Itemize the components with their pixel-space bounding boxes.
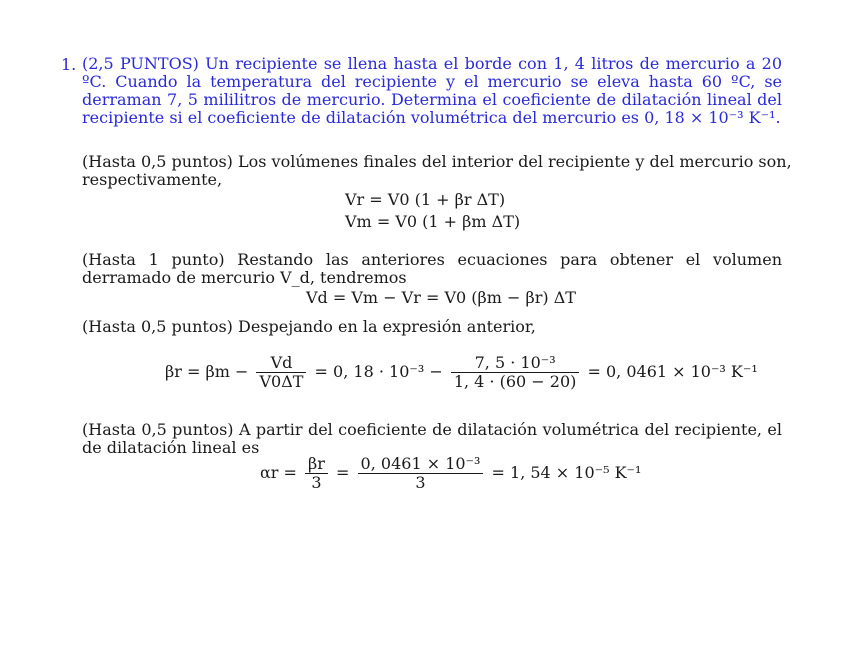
alpha-result: = 1, 54 × 10⁻⁵ K⁻¹ [491,463,642,482]
equation-alpha [260,455,641,492]
equation-vr: Vr = V0 (1 + βr ΔT) [345,190,506,209]
beta-fraction-2-numerator: 7, 5 · 10⁻³ [451,354,580,373]
problem-statement: (2,5 PUNTOS) Un recipiente se llena hasta el borde con 1, 4 litros de mercurio a 20 ºC. Cuando la temperatura del recipiente y el mercurio se eleva hasta 60 ºC, se derraman 7, 5 mililitros de mercurio. Determina el coeficiente de dilatación lineal del recipiente si el coeficiente de dilatación volumétrica del mercurio es 0, 18 × 10⁻³ K⁻¹. [82,54,782,127]
alpha-middle: = [336,463,350,482]
alpha-fraction-2-denominator: 3 [415,473,426,492]
beta-middle: = 0, 18 · 10⁻³ − [314,362,443,381]
alpha-fraction-1-numerator: βr [305,455,328,474]
beta-fraction-2-denominator: 1, 4 · (60 − 20) [453,372,577,391]
beta-fraction-1-denominator: V0ΔT [259,372,304,391]
solution-step-2: (Hasta 1 punto) Restando las anteriores ecuaciones para obtener el volumen derramado de mercurio V_d, tendremos [82,250,782,287]
solution-step-4: (Hasta 0,5 puntos) A partir del coeficiente de dilatación volumétrica del recipiente, el de dilatación lineal es [82,420,782,457]
beta-fraction-1 [256,354,306,391]
beta-fraction-2 [451,354,580,391]
alpha-fraction-1 [305,455,328,492]
alpha-fraction-1-denominator: 3 [311,473,322,492]
equation-vd: Vd = Vm − Vr = V0 (βm − βr) ΔT [306,288,576,307]
equation-vm: Vm = V0 (1 + βm ΔT) [345,212,521,231]
beta-result: = 0, 0461 × 10⁻³ K⁻¹ [587,362,758,381]
beta-lhs: βr = βm − [165,362,249,381]
alpha-lhs: αr = [260,463,297,482]
alpha-fraction-2 [358,455,484,492]
beta-fraction-1-numerator: Vd [256,354,306,373]
equation-beta [165,354,758,391]
solution-step-1: (Hasta 0,5 puntos) Los volúmenes finales del interior del recipiente y del mercurio son, respectivamente, [82,152,792,189]
problem-number: 1. [61,55,77,74]
solution-step-3: (Hasta 0,5 puntos) Despejando en la expresión anterior, [82,317,536,336]
alpha-fraction-2-numerator: 0, 0461 × 10⁻³ [358,455,484,474]
